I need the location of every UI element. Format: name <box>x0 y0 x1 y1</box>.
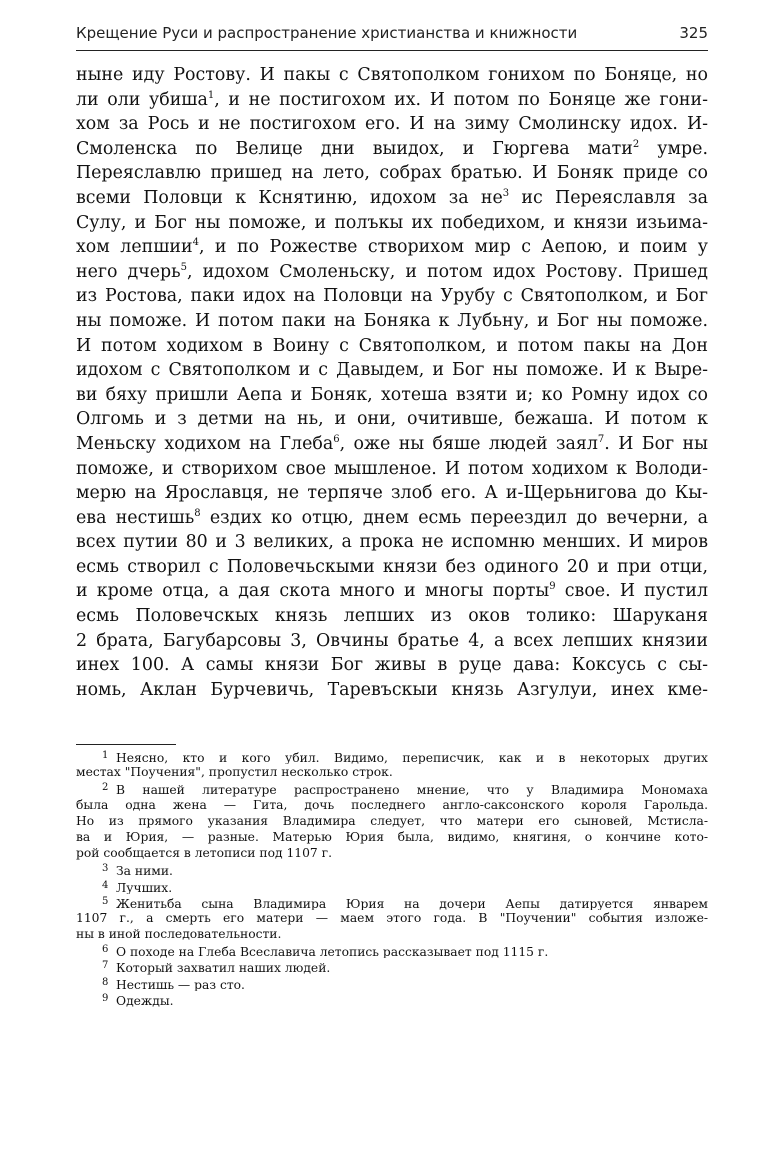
text-line <box>76 678 708 703</box>
text-segment: идохом с Святополком и с Давыдем, и Бог ны поможе. И к Выре- <box>76 360 708 381</box>
text-segment: ны поможе. И потом паки на Боняка к Лубьну, и Бог ны поможе. <box>76 310 708 331</box>
text-line <box>76 457 708 482</box>
text-segment: хом за Рось и не постигохом его. И на зиму Смолинску идох. И- <box>76 114 708 135</box>
footnote-number: 1 <box>102 750 109 761</box>
text-segment: и кроме отца, а дая скота много и многы порты <box>76 581 550 602</box>
footnote-ref: 1 <box>207 89 215 101</box>
text-segment: ныне иду Ростову. И пакы с Святополком гонихом по Боняце, но <box>76 65 708 85</box>
text-segment: из Ростова, паки идох на Половци на Урубу с Святополком, и Бог <box>76 286 708 307</box>
footnote-line <box>62 748 708 764</box>
text-segment: всеми Половци к Кснятиню, идохом за не <box>76 187 503 208</box>
text-line <box>76 506 708 531</box>
footnote-text: О походе на Глеба Всеславича летопись рассказывает под 1115 г. <box>116 945 549 959</box>
footnote-line <box>62 829 708 845</box>
footnote-line <box>62 764 708 780</box>
footnote-ref: 4 <box>192 237 199 249</box>
text-segment: умре. <box>639 138 708 159</box>
text-segment: . И Бог ны <box>604 433 708 454</box>
footnote-text: Одежды. <box>116 993 174 1007</box>
text-line <box>76 530 708 555</box>
text-line <box>76 432 708 457</box>
footnote-text: местах "Поучения", пропустил несколько строк. <box>76 765 393 780</box>
text-line <box>76 653 708 678</box>
page-number: 325 <box>679 24 708 42</box>
text-segment: всех путии 80 и 3 великих, а прока не испомню менших. И миров <box>76 532 708 553</box>
footnote-number: 9 <box>102 992 109 1004</box>
text-line <box>76 137 708 162</box>
text-segment: ева нестишь <box>76 507 195 528</box>
footnote-line <box>62 861 708 877</box>
text-segment: , и по Рожестве створихом мир с Аепою, и поим у <box>198 237 708 258</box>
footnote-line <box>62 991 708 1007</box>
footnotes <box>62 748 708 1007</box>
text-line <box>76 309 708 334</box>
footnote-line <box>62 797 708 813</box>
text-line <box>76 161 708 186</box>
text-line <box>76 629 708 654</box>
text-line <box>76 334 708 359</box>
text-line <box>76 284 708 309</box>
footnote-number: 5 <box>102 895 109 907</box>
text-segment: Сулу, и Бог ны поможе, и полъкы их победихом, и князи изьима- <box>76 212 708 233</box>
footnote-line <box>62 926 708 942</box>
footnote-ref: 2 <box>632 138 640 150</box>
text-segment: , идохом Смоленьску, и потом идох Ростову. Пришед <box>187 261 708 282</box>
text-line <box>76 555 708 580</box>
text-segment: ис Переяславля за <box>509 187 708 208</box>
footnote-number: 3 <box>102 863 109 875</box>
text-segment: 2 брата, Багубарсовы 3, Овчины братье 4, а всех лепших князии <box>76 630 708 651</box>
footnote-number: 7 <box>102 960 109 972</box>
footnote-ref: 8 <box>194 507 201 519</box>
footnote-line <box>62 845 708 861</box>
text-segment: ли оли убиша <box>76 89 208 110</box>
text-segment: Меньску ходихом на Глеба <box>76 433 334 454</box>
text-line <box>76 235 708 260</box>
footnote-number: 8 <box>102 976 109 988</box>
text-segment: инех 100. А самы князи Бог живы в руце дава: Коксусь с сы- <box>76 655 708 676</box>
footnote-text: Который захватил наших людей. <box>116 961 331 975</box>
text-line <box>76 407 708 432</box>
text-segment: есмь Половечскых князь лепших из оков толико: Шаруканя <box>76 606 708 627</box>
text-line <box>76 383 708 408</box>
text-segment: Переяславлю пришед на лето, собрах братью. И Боняк приде со <box>76 163 708 184</box>
footnote-text: Но из прямого указания Владимира следует, что матери его сыновей, Мстисла- <box>76 813 708 828</box>
text-segment: мерю на Ярославця, не терпяче злоб его. А и-Щерьнигова до Кы- <box>76 483 708 504</box>
footnote-line <box>62 958 708 974</box>
text-segment: И потом ходихом в Воину с Святополком, и потом пакы на Дон <box>76 335 708 356</box>
text-segment: поможе, и створихом свое мышленое. И потом ходихом к Володи- <box>76 458 708 479</box>
footnote-text: 1107 г., а смерть его матери — маем этого года. В "Поучении" события изложе- <box>76 910 708 925</box>
text-segment: есмь створил с Половечьскыми князи без одиного 20 и при отци, <box>76 556 708 577</box>
footnote-ref: 9 <box>549 581 556 593</box>
text-line <box>76 604 708 629</box>
footnote-text: была одна жена — Гита, дочь последнего англо-саксонского короля Гарольда. <box>76 797 708 812</box>
footnote-number: 6 <box>102 944 109 956</box>
footnote-line <box>62 894 708 910</box>
text-line <box>76 260 708 285</box>
footnote-text: В нашей литературе распространено мнение, что у Владимира Мономаха <box>116 783 708 797</box>
footnote-text: За ними. <box>116 864 173 878</box>
footnote-text: Лучших. <box>116 880 173 894</box>
footnote-ref: 6 <box>333 434 340 446</box>
footnote-line <box>62 910 708 926</box>
footnote-text: ва и Юрия, — разные. Матерью Юрия была, видимо, княгиня, о кончине кото- <box>76 829 708 844</box>
text-line <box>76 186 708 211</box>
text-line <box>76 579 708 604</box>
footnote-line <box>62 878 708 894</box>
footnote-text: Нестишь — раз сто. <box>116 977 245 991</box>
text-segment: ви бяху пришли Аепа и Боняк, хотеша взяти и; ко Ромну идох со <box>76 384 708 405</box>
running-header <box>76 22 708 51</box>
footnote-line <box>62 813 708 829</box>
text-line <box>76 211 708 236</box>
text-line <box>76 88 708 113</box>
footnote-text: ны в иной последовательности. <box>76 927 282 942</box>
text-line <box>76 481 708 506</box>
footnote-ref: 7 <box>597 434 605 446</box>
text-segment: Олгомь и з детми на нь, и они, очитивше, бежаша. И потом к <box>76 409 708 430</box>
text-segment: , оже ны бяше людей заял <box>339 433 598 454</box>
text-segment: , и не постигохом их. И потом по Боняце же гони- <box>214 89 708 110</box>
footnote-rule <box>76 744 176 745</box>
footnote-ref: 5 <box>180 261 187 273</box>
text-segment: Смоленска по Велице дни выидох, и Гюргева мати <box>76 138 633 159</box>
text-segment: него дчерь <box>76 261 181 282</box>
footnote-number: 4 <box>102 879 109 891</box>
text-segment: свое. И пустил <box>555 581 708 602</box>
text-line <box>76 63 708 88</box>
footnote-ref: 3 <box>502 188 510 200</box>
running-title: Крещение Руси и распространение христианства и книжности <box>76 24 578 42</box>
footnote-text: рой сообщается в летописи под 1107 г. <box>76 846 333 861</box>
text-segment: номь, Аклан Бурчевичь, Таревъскыи князь Азгулуи, инех кме- <box>76 679 708 700</box>
footnote-number: 2 <box>102 782 109 794</box>
footnote-line <box>62 975 708 991</box>
footnote-text: Женитьба сына Владимира Юрия на дочери Аепы датируется январем <box>116 896 708 910</box>
footnote-line <box>62 942 708 958</box>
text-segment: хом лепшии <box>76 237 193 258</box>
footnote-line <box>62 780 708 796</box>
text-segment: ездих ко отцю, днем есмь переездил до вечерни, а <box>200 507 708 528</box>
text-line <box>76 112 708 137</box>
text-line <box>76 358 708 383</box>
main-text <box>76 63 708 702</box>
footnote-text: Неясно, кто и кого убил. Видимо, переписчик, как и в некоторых других <box>116 751 708 765</box>
